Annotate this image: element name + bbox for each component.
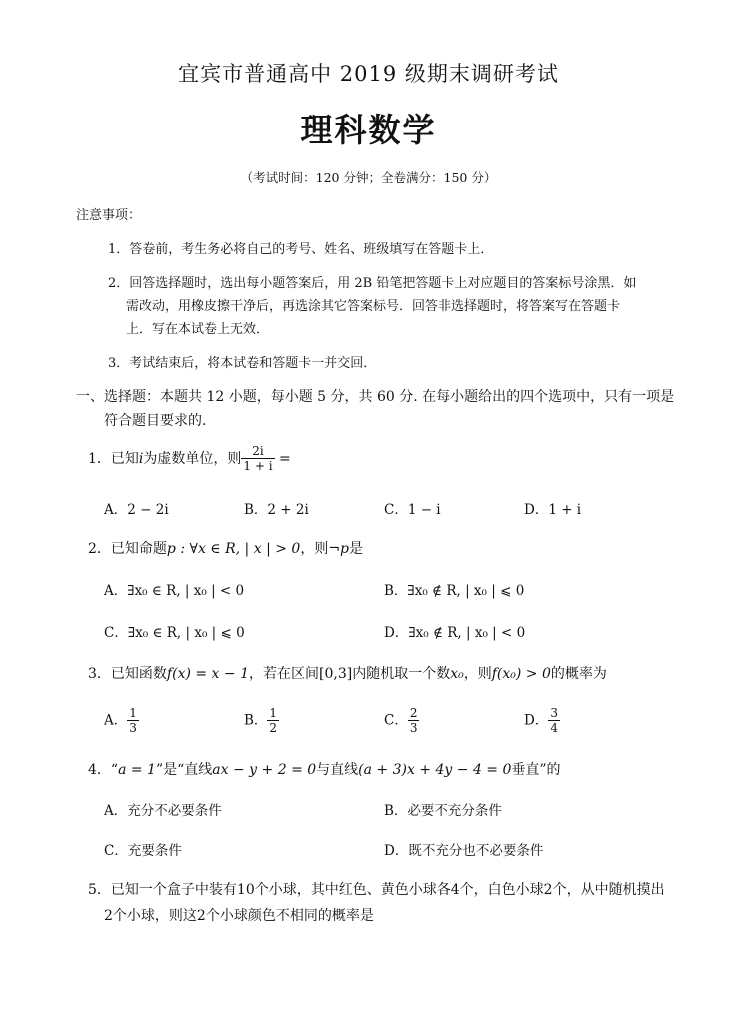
q3-a-num: 1 (129, 706, 137, 720)
q2-stem-pre: 2．已知命题 (88, 541, 167, 557)
q4-stem-mid-1: ”是“直线 (155, 762, 213, 778)
q3-b-num: 1 (269, 706, 278, 720)
q2-stem-math: p : ∀x ∈ R, | x | > 0 (166, 541, 301, 557)
q1-stem-var: i (138, 450, 144, 467)
q1-stem-mid: 为虚数单位，则 (143, 450, 242, 467)
q1-option-a: A．2 − 2i (104, 502, 169, 518)
q2-option-c: C．∃x₀ ∈ R, | x₀ | ⩽ 0 (104, 625, 245, 641)
q2-option-b: B．∃x₀ ∉ R, | x₀ | ⩽ 0 (384, 583, 525, 599)
q2-stem-post: 是 (349, 541, 364, 557)
note-item-1: 1．答卷前，考生务必将自己的考号、姓名、班级填写在答题卡上． (108, 242, 494, 257)
q5-line1-n1: 10 (236, 882, 255, 898)
q4-stem-post: 垂直”的 (511, 762, 561, 778)
q5-line1-pre: 5．已知一个盒子中装有 (88, 882, 237, 898)
q3-stem-math-2: [0,3] (319, 666, 353, 682)
q5-line1-n3: 2 (543, 882, 553, 898)
q4-stem-math-3: (a + 3)x + 4y − 4 = 0 (358, 762, 512, 778)
q5-line2-n2: 2 (196, 908, 206, 924)
q3-stem-math-1: f(x) = x − 1 (166, 666, 249, 682)
subject-title: 理科数学 (300, 111, 437, 149)
q5-line2-post: 个小球颜色不相同的概率是 (205, 908, 374, 924)
q5-line1-post: 个，从中随机摸出 (552, 882, 665, 898)
notes-heading: 注意事项： (76, 208, 142, 223)
q3-stem-post: 的概率为 (550, 666, 607, 682)
q4-stem-mid-2: 与直线 (316, 762, 359, 778)
q5-line2-n1: 2 (104, 908, 113, 924)
q3-option-b-label: B． (244, 712, 268, 729)
q5-line1-mid2: 个，白色小球 (459, 882, 544, 898)
note-item-3: 3．考试结束后，将本试卷和答题卡一并交回． (108, 356, 377, 371)
q3-option-b (244, 706, 279, 736)
q1-option-b: B．2 + 2i (244, 502, 309, 518)
q5-line1-n2: 4 (450, 882, 460, 898)
q3-c-num: 2 (409, 706, 418, 720)
q1-option-d: D．1 + i (524, 502, 582, 518)
q1-stem-post: = (274, 450, 291, 467)
q1-stem-pre: 1．已知 (88, 450, 139, 467)
q3-b-den: 2 (269, 721, 278, 736)
q4-option-a: A．充分不必要条件 (104, 803, 222, 819)
q1-fraction (241, 444, 274, 474)
q3-option-d (524, 706, 560, 736)
question-5-stem-line-2 (104, 905, 374, 925)
q4-stem-math-2: ax − y + 2 = 0 (212, 762, 317, 778)
q4-option-b: B．必要不充分条件 (384, 803, 502, 819)
question-3-stem (88, 663, 607, 683)
q1-frac-num: 2i (241, 444, 274, 459)
exam-info: （考试时间：120 分钟；全卷满分：150 分） (240, 170, 497, 185)
q3-option-a (104, 706, 139, 736)
q2-stem-neg: ¬p (328, 541, 350, 557)
note-item-2-line-1: 2．回答选择题时，选出每小题答案后，用 2B 铅笔把答题卡上对应题目的答案标号涂黑．如 (108, 276, 637, 291)
q3-stem-math-4: f(x₀) > 0 (491, 666, 551, 682)
q3-stem-mid-1: ，若在区间 (249, 666, 319, 682)
q3-stem-mid-3: ，则 (463, 666, 492, 682)
q3-option-c (384, 706, 419, 736)
q3-option-a-label: A． (104, 712, 128, 729)
q4-stem-math-1: a = 1 (118, 762, 156, 778)
question-1-stem (88, 444, 291, 474)
q3-a-den: 3 (129, 721, 137, 736)
note-item-2-line-2: 需改动，用橡皮擦干净后，再选涂其它答案标号．回答非选择题时，将答案写在答题卡 (126, 299, 621, 314)
q1-frac-den: 1 + i (243, 459, 273, 474)
q4-option-c: C．充要条件 (104, 843, 182, 859)
q4-stem-pre: 4．“ (88, 762, 119, 778)
q2-option-a: A．∃x₀ ∈ R, | x₀ | < 0 (104, 583, 245, 599)
q1-option-c: C．1 − i (384, 502, 441, 518)
q3-option-a-fraction (127, 706, 139, 736)
q5-line2-mid: 个小球，则这 (112, 908, 197, 924)
q3-option-d-fraction (548, 706, 560, 736)
q4-option-d: D．既不充分也不必要条件 (384, 843, 544, 859)
q3-stem-mid-2: 内随机取一个数 (352, 666, 451, 682)
question-2-stem (88, 538, 363, 558)
question-5-stem-line-1 (88, 879, 665, 899)
q3-stem-pre: 3．已知函数 (88, 666, 167, 682)
q3-d-den: 4 (550, 721, 558, 736)
q3-option-b-fraction (267, 706, 279, 736)
q2-stem-mid: ，则 (300, 541, 329, 557)
note-item-2-line-3: 上．写在本试卷上无效． (126, 322, 270, 337)
q3-d-num: 3 (550, 706, 558, 720)
q3-option-c-label: C． (384, 712, 408, 729)
section-1-heading-line-1: 一、选择题：本题共 12 小题，每小题 5 分，共 60 分. 在每小题给出的四个选项中，只有一项是 (76, 389, 675, 405)
q3-c-den: 3 (409, 721, 418, 736)
section-1-heading-line-2: 符合题目要求的. (104, 413, 207, 429)
q3-option-d-label: D． (524, 712, 549, 729)
q5-line1-mid1: 个小球，其中红色、黄色小球各 (254, 882, 451, 898)
q3-option-c-fraction (408, 706, 420, 736)
exam-title: 宜宾市普通高中 2019 级期末调研考试 (178, 62, 559, 86)
q3-stem-math-3: x₀ (450, 666, 464, 682)
question-4-stem (88, 759, 561, 779)
q2-option-d: D．∃x₀ ∉ R, | x₀ | < 0 (384, 625, 526, 641)
